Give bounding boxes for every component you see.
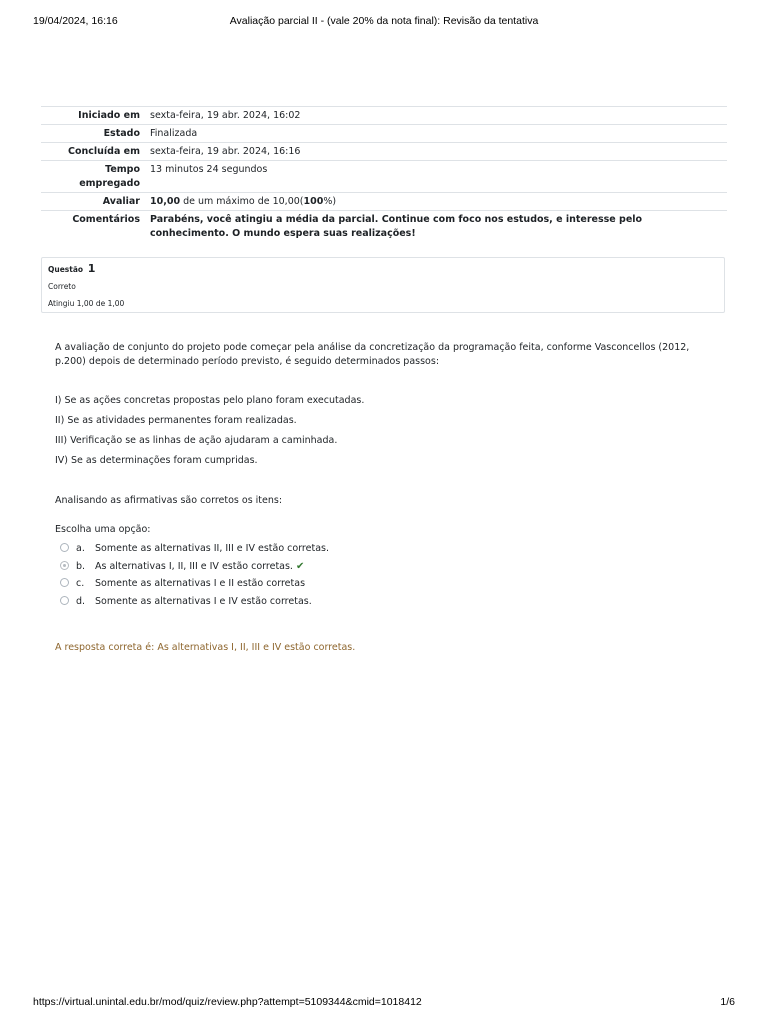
- summary-value: sexta-feira, 19 abr. 2024, 16:16: [145, 143, 727, 161]
- option-letter: c.: [76, 578, 85, 589]
- summary-label: Avaliar: [41, 193, 145, 211]
- radio-button[interactable]: [60, 578, 69, 587]
- correct-answer-feedback: A resposta correta é: As alternativas I, II, III e IV estão corretas.: [55, 642, 356, 653]
- statement-item: IV) Se as determinações foram cumpridas.: [55, 455, 258, 466]
- grade-percent: 100: [303, 196, 324, 207]
- summary-row-state: [41, 125, 727, 143]
- statement-item: III) Verificação se as linhas de ação ajudaram a caminhada.: [55, 435, 338, 446]
- summary-label: Estado: [41, 125, 145, 143]
- summary-row-grade: [41, 193, 727, 211]
- print-page-title: Avaliação parcial II - (vale 20% da nota final): Revisão da tentativa: [229, 15, 539, 27]
- print-page-number: 1/6: [720, 996, 735, 1008]
- radio-button[interactable]: [60, 596, 69, 605]
- summary-label: Tempo empregado: [41, 161, 145, 193]
- summary-value: Finalizada: [145, 125, 727, 143]
- question-number-value: 1: [87, 262, 96, 275]
- summary-row-time-taken: [41, 161, 727, 193]
- question-state: Correto: [48, 282, 76, 291]
- print-footer: [33, 996, 735, 1010]
- summary-label: Comentários: [41, 211, 145, 243]
- question-intro: A avaliação de conjunto do projeto pode começar pela análise da concretização da programação feita, conforme Vasconcellos (2012, p.200) depois de determinado período previsto, é seguido determinados passos:: [55, 342, 690, 367]
- summary-row-started: [41, 107, 727, 125]
- print-url: https://virtual.unintal.edu.br/mod/quiz/review.php?attempt=5109344&cmid=1018412: [33, 996, 422, 1008]
- option-letter: a.: [76, 543, 85, 554]
- question-text: [55, 341, 715, 508]
- grade-max-text: de um máximo de 10,00(: [180, 196, 304, 207]
- question-analysis: Analisando as afirmativas são corretos os itens:: [55, 495, 283, 506]
- summary-value: sexta-feira, 19 abr. 2024, 16:02: [145, 107, 727, 125]
- attempt-summary-table: [41, 106, 727, 242]
- option-text: Somente as alternativas I e IV estão corretas.: [95, 595, 312, 607]
- print-datetime: 19/04/2024, 16:16: [33, 15, 118, 27]
- question-label: Questão: [48, 265, 84, 274]
- option-text: As alternativas I, II, III e IV estão corretas.: [95, 560, 293, 572]
- summary-grade-value: [145, 193, 727, 211]
- question-number: [48, 262, 718, 277]
- option-letter: d.: [76, 595, 86, 607]
- radio-button-selected[interactable]: [60, 561, 69, 570]
- radio-button[interactable]: [60, 543, 69, 552]
- option-text: Somente as alternativas II, III e IV estão corretas.: [95, 543, 329, 554]
- statement-item: II) Se as atividades permanentes foram realizadas.: [55, 415, 297, 426]
- print-header: [33, 15, 735, 29]
- summary-comments-value: Parabéns, você atingiu a média da parcial. Continue com foco nos estudos, e interesse pelo conhecimento. O mundo espera suas realizações!: [145, 211, 727, 243]
- grade-percent-suffix: %): [323, 196, 337, 207]
- summary-label: Concluída em: [41, 143, 145, 161]
- statement-item: I) Se as ações concretas propostas pelo plano foram executadas.: [55, 395, 365, 406]
- summary-label: Iniciado em: [41, 107, 145, 125]
- option-text-wrap: [95, 558, 304, 575]
- summary-row-completed: [41, 143, 727, 161]
- summary-value: 13 minutos 24 segundos: [145, 161, 727, 193]
- option-text: Somente as alternativas I e II estão corretas: [95, 578, 306, 589]
- check-icon: ✔: [295, 560, 305, 572]
- question-grade: Atingiu 1,00 de 1,00: [48, 299, 125, 308]
- answer-prompt: Escolha uma opção:: [55, 524, 151, 535]
- option-letter: b.: [76, 560, 86, 572]
- question-info-box: [41, 257, 725, 313]
- grade-score: 10,00: [150, 196, 181, 207]
- summary-row-comments: [41, 211, 727, 243]
